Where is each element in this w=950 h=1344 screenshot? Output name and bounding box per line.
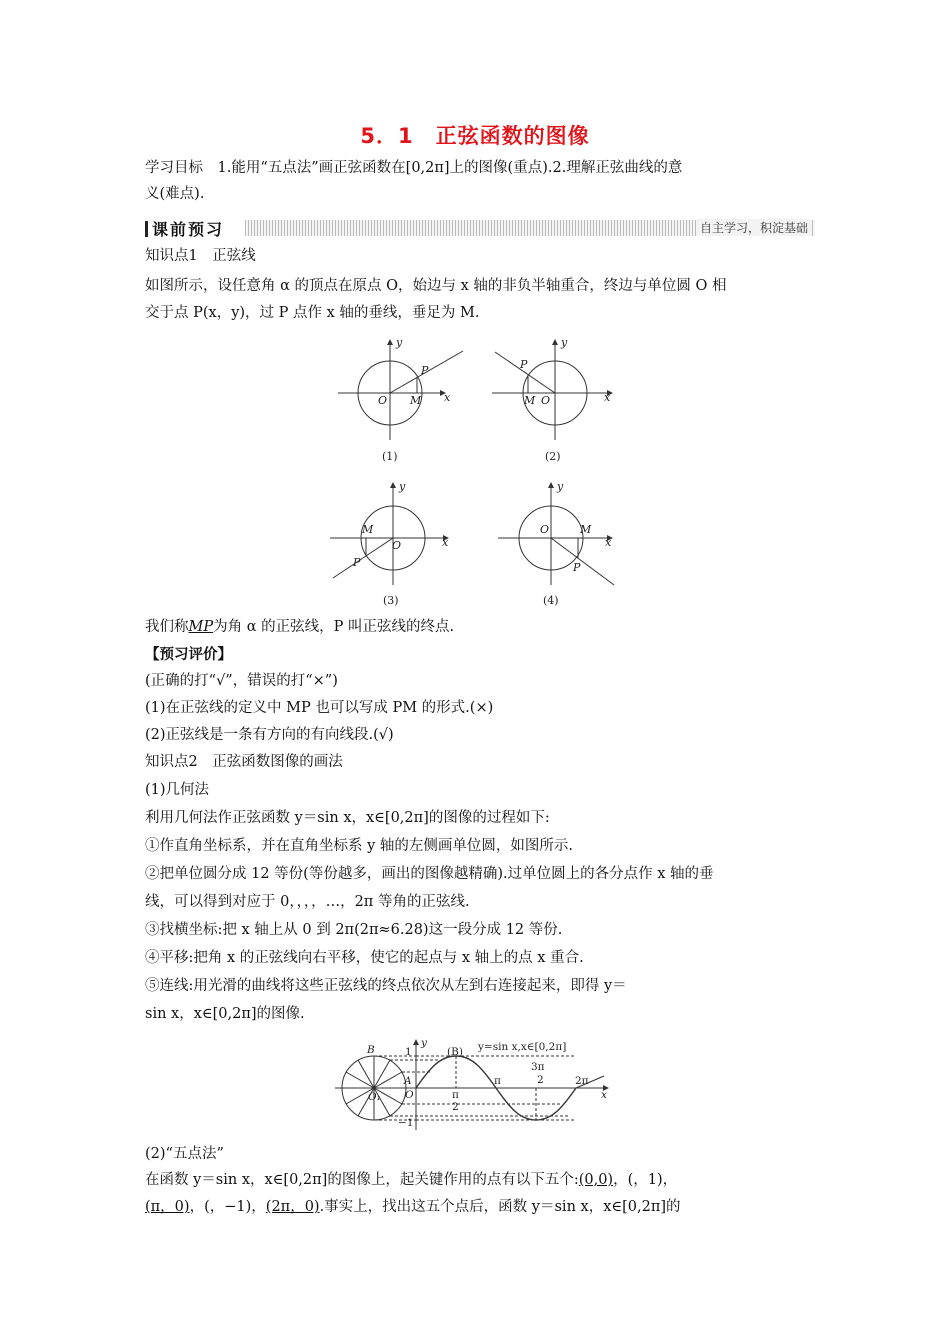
sine-fig-x-label: x xyxy=(601,1089,607,1101)
evaluation-item-1: (1)在正弦线的定义中 MP 也可以写成 PM 的形式.(×) xyxy=(145,700,494,716)
fig1-p-label: P xyxy=(421,364,429,377)
fig3-x-label: x xyxy=(442,536,449,549)
geometric-step-5: ⑤连线:用光滑的曲线将这些正弦线的终点依次从左到右连接起来，即得 y＝ xyxy=(145,978,627,994)
fig4-x-label: x xyxy=(605,536,612,549)
five-point-line-2: (π，0)，(，−1)，(2π，0).事实上，找出这五个点后，函数 y＝sin x，x∈[0,2π]的 xyxy=(145,1199,681,1215)
page-title: 5．1 正弦函数的图像 xyxy=(360,124,590,148)
five-point-line-1: 在函数 y＝sin x，x∈[0,2π]的图像上，起关键作用的点有以下五个:(0,0)，(，1)， xyxy=(145,1172,678,1188)
geometric-line-1: 利用几何法作正弦函数 y＝sin x，x∈[0,2π]的图像的过程如下: xyxy=(145,810,550,826)
fig2-caption: (2) xyxy=(545,450,561,463)
sine-fig-three-pi-den: 2 xyxy=(537,1074,544,1086)
sine-fig-o1-label: O₁ xyxy=(368,1091,381,1103)
sine-fig-b-label: B xyxy=(367,1044,375,1056)
fig3-p-label: P xyxy=(353,556,361,569)
knowledge-1-para-2: 交于点 P(x，y)，过 P 点作 x 轴的垂线，垂足为 M. xyxy=(145,305,480,321)
fig3-m-label: M xyxy=(362,523,374,536)
fig4-caption: (4) xyxy=(543,594,559,607)
sine-fig-two-pi: 2π xyxy=(575,1075,589,1087)
fig3-caption: (3) xyxy=(383,594,399,607)
evaluation-heading: 【预习评价】 xyxy=(145,646,232,663)
evaluation-item-2: (2)正弦线是一条有方向的有向线段.(√) xyxy=(145,727,394,743)
knowledge-2-heading: 知识点2 正弦函数图像的画法 xyxy=(145,754,343,770)
unit-circle-figures xyxy=(0,332,950,632)
sine-fig-half-pi: π xyxy=(452,1089,459,1101)
fig4-m-label: M xyxy=(580,523,592,536)
learning-goal-line-1: 学习目标 1.能用“五点法”画正弦函数在[0,2π]上的图像(重点).2.理解正弦曲线的意 xyxy=(145,160,683,176)
fig1-y-label: y xyxy=(396,336,403,349)
fig4-y-label: y xyxy=(557,480,564,493)
fig1-caption: (1) xyxy=(382,450,398,463)
fig2-p-label: P xyxy=(520,358,528,371)
fig1-x-label: x xyxy=(444,391,451,404)
sine-line-definition: 我们称MP为角 α 的正弦线，P 叫正弦线的终点. xyxy=(145,619,455,635)
fig3-y-label: y xyxy=(399,480,406,493)
fig1-o-label: O xyxy=(378,394,388,407)
fig2-o-label: O xyxy=(541,394,551,407)
geometric-method-heading: (1)几何法 xyxy=(145,782,210,798)
sine-fig-three-pi: 3π xyxy=(531,1061,545,1073)
sine-fig-pi: π xyxy=(494,1075,501,1087)
learning-goal-line-2: 义(难点). xyxy=(145,186,205,202)
geometric-step-2: ②把单位圆分成 12 等份(等份越多，画出的图像越精确).过单位圆上的各分点作 x 轴的垂 xyxy=(145,866,714,882)
fig2-x-label: x xyxy=(604,391,611,404)
geometric-step-3: ③找横坐标:把 x 轴上从 0 到 2π(2π≈6.28)这一段分成 12 等份. xyxy=(145,922,563,938)
geometric-step-2-cont: 线，可以得到对应于 0，，，，…，2π 等角的正弦线. xyxy=(145,894,470,910)
five-point-heading: (2)“五点法” xyxy=(145,1146,224,1162)
sine-fig-a-label: A xyxy=(404,1075,412,1087)
fig2-y-label: y xyxy=(561,336,568,349)
geometric-step-1: ①作直角坐标系，并在直角坐标系 y 轴的左侧画单位圆，如图所示. xyxy=(145,838,574,854)
sine-fig-b-paren: (B) xyxy=(447,1046,463,1058)
preview-section-note: 自主学习，积淀基础 xyxy=(697,219,811,236)
fig4-o-label: O xyxy=(540,523,550,536)
sine-fig-neg-one: −1 xyxy=(398,1117,414,1129)
evaluation-instruction: (正确的打“√”，错误的打“×”) xyxy=(145,673,338,689)
fig3-o-label: O xyxy=(392,539,402,552)
sine-construction-figure xyxy=(0,1034,950,1134)
fig1-m-label: M xyxy=(410,394,422,407)
knowledge-1-heading: 知识点1 正弦线 xyxy=(145,248,256,264)
sine-fig-one: 1 xyxy=(405,1046,412,1058)
sine-fig-o-label: O xyxy=(405,1089,414,1101)
fig4-p-label: P xyxy=(573,561,581,574)
sine-fig-caption: y=sin x,x∈[0,2π] xyxy=(478,1041,567,1053)
sine-fig-half-pi-den: 2 xyxy=(452,1101,459,1113)
geometric-step-5-cont: sin x，x∈[0,2π]的图像. xyxy=(145,1006,305,1022)
preview-section-bar xyxy=(145,216,815,240)
sine-fig-y-label: y xyxy=(421,1037,427,1049)
knowledge-1-para-1: 如图所示，设任意角 α 的顶点在原点 O，始边与 x 轴的非负半轴重合，终边与单位圆 O 相 xyxy=(145,278,727,294)
preview-section-label: 课前预习 xyxy=(145,217,224,240)
fig2-m-label: M xyxy=(524,394,536,407)
geometric-step-4: ④平移:把角 x 的正弦线向右平移，使它的起点与 x 轴上的点 x 重合. xyxy=(145,950,584,966)
